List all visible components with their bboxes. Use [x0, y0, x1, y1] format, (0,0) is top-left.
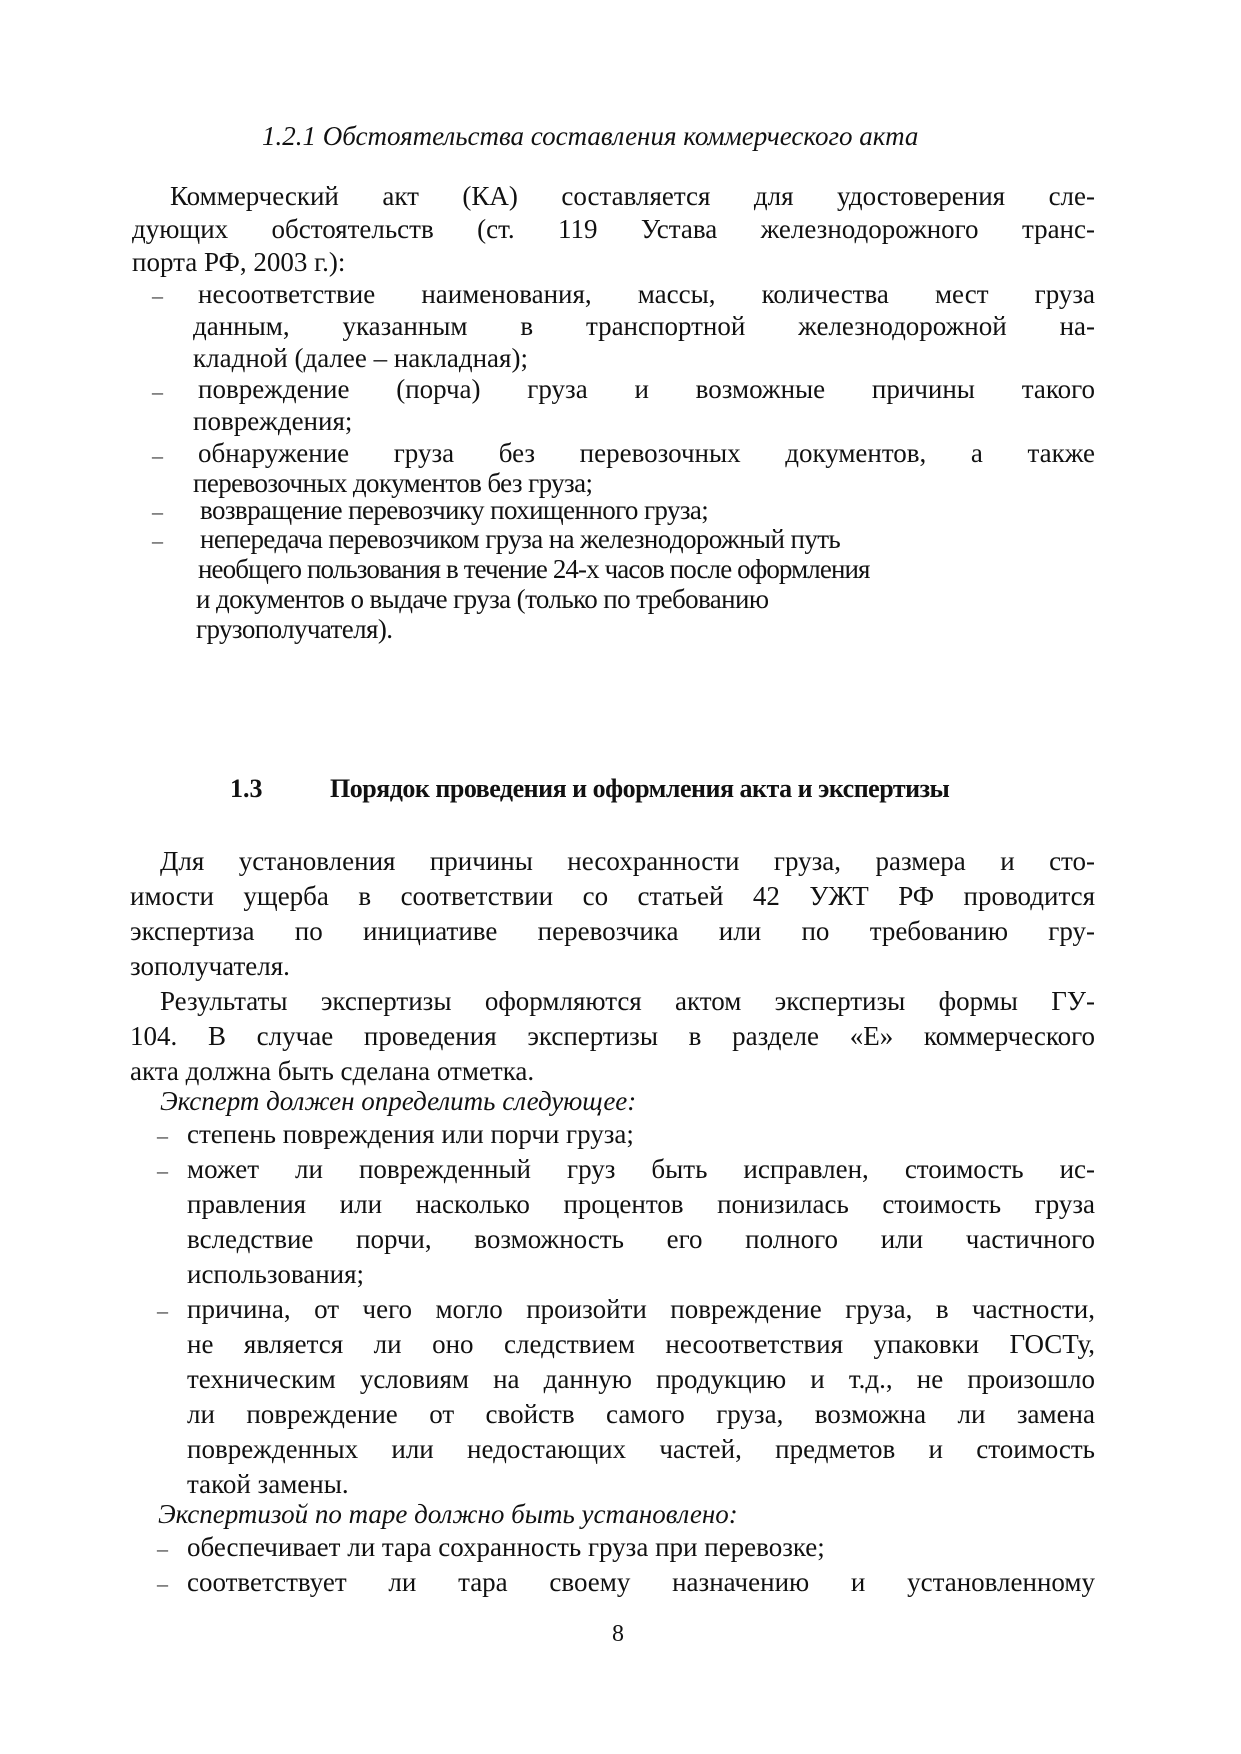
paragraph-line: экспертиза по инициативе перевозчика или по требованию гру-: [130, 916, 1095, 946]
list-item-line: данным, указанным в транспортной железнодорожной на-: [193, 311, 1095, 341]
list-item-line: обеспечивает ли тара сохранность груза при перевозке;: [187, 1532, 825, 1562]
bullet-dash: –: [157, 1123, 168, 1148]
bullet-dash: –: [152, 379, 163, 404]
list-item-line: кладной (далее – накладная);: [193, 343, 528, 373]
intro-line: дующих обстоятельств (ст. 119 Устава железнодорожного транс-: [132, 214, 1095, 244]
bullet-dash: –: [152, 283, 163, 308]
bullet-dash: –: [157, 1298, 168, 1323]
list-item-line: техническим условиям на данную продукцию и т.д., не произошло: [187, 1364, 1095, 1394]
list-item-line: ли повреждение от свойств самого груза, возможна ли замена: [187, 1399, 1095, 1429]
list-item-line: поврежденных или недостающих частей, предметов и стоимость: [187, 1434, 1095, 1464]
bullet-dash: –: [152, 528, 163, 553]
list-item-line: непередача перевозчиком груза на железнодорожный путь: [200, 524, 841, 554]
section-title: Порядок проведения и оформления акта и экспертизы: [330, 774, 950, 803]
tare-heading: Экспертизой по таре должно быть установлено:: [158, 1499, 738, 1529]
section-number: 1.3: [230, 774, 263, 803]
list-item-line: несоответствие наименования, массы, количества мест груза: [198, 279, 1095, 309]
page-number: 8: [612, 1621, 624, 1647]
paragraph-line: Для установления причины несохранности груза, размера и сто-: [160, 846, 1095, 876]
bullet-dash: –: [157, 1571, 168, 1596]
paragraph-line: акта должна быть сделана отметка.: [130, 1056, 535, 1086]
list-item-line: использования;: [187, 1259, 365, 1289]
expert-heading: Эксперт должен определить следующее:: [160, 1086, 637, 1116]
list-item-line: повреждения;: [193, 406, 353, 436]
paragraph-line: имости ущерба в соответствии со статьей 42 УЖТ РФ проводится: [130, 881, 1095, 911]
list-item-line: вследствие порчи, возможность его полного или частичного: [187, 1224, 1095, 1254]
bullet-dash: –: [157, 1536, 168, 1561]
list-item-line: причина, от чего могло произойти повреждение груза, в частности,: [187, 1294, 1095, 1324]
list-item-line: необщего пользования в течение 24-х часов после оформления: [198, 554, 870, 584]
list-item-line: и документов о выдаче груза (только по требованию: [196, 584, 769, 614]
subsection-title: 1.2.1 Обстоятельства составления коммерческого акта: [262, 121, 919, 151]
list-item-line: грузополучателя).: [196, 614, 393, 644]
list-item-line: возвращение перевозчику похищенного груза;: [200, 495, 709, 525]
list-item-line: степень повреждения или порчи груза;: [187, 1119, 634, 1149]
intro-line: Коммерческий акт (КА) составляется для удостоверения сле-: [170, 181, 1095, 211]
intro-line: порта РФ, 2003 г.):: [132, 247, 346, 277]
paragraph-line: Результаты экспертизы оформляются актом экспертизы формы ГУ-: [160, 986, 1095, 1016]
paragraph-line: 104. В случае проведения экспертизы в разделе «Е» коммерческого: [130, 1021, 1095, 1051]
list-item-line: правления или насколько процентов понизилась стоимость груза: [187, 1189, 1095, 1219]
list-item-line: перевозочных документов без груза;: [193, 468, 593, 498]
list-item-line: соответствует ли тара своему назначению и установленному: [187, 1567, 1095, 1597]
list-item-line: может ли поврежденный груз быть исправлен, стоимость ис-: [187, 1154, 1095, 1184]
list-item-line: такой замены.: [187, 1469, 349, 1499]
list-item-line: повреждение (порча) груза и возможные причины такого: [198, 374, 1095, 404]
bullet-dash: –: [152, 499, 163, 524]
list-item-line: не является ли оно следствием несоответствия упаковки ГОСТу,: [187, 1329, 1095, 1359]
list-item-line: обнаружение груза без перевозочных документов, а также: [198, 438, 1095, 468]
paragraph-line: зополучателя.: [130, 951, 290, 981]
bullet-dash: –: [157, 1158, 168, 1183]
bullet-dash: –: [152, 443, 163, 468]
